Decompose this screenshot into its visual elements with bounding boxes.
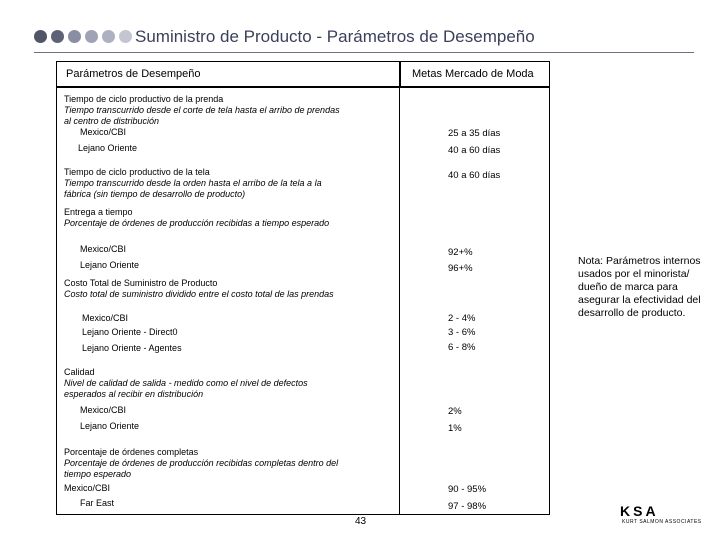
section-title: Tiempo de ciclo productivo de la tela [64, 167, 210, 177]
row-value: 90 - 95% [448, 484, 487, 495]
section-description: Porcentaje de órdenes de producción recibidas a tiempo esperado [64, 218, 330, 228]
section-description: Costo total de suministro dividido entre el costo total de las prendas [64, 289, 334, 299]
section-description: al centro de distribución [64, 116, 160, 126]
row-value: 97 - 98% [448, 501, 487, 512]
page-title: Suministro de Producto - Parámetros de Desempeño [135, 27, 535, 46]
column-header-targets: Metas Mercado de Moda [412, 68, 534, 80]
ksa-logo: KSA [620, 503, 659, 519]
row-label: Lejano Oriente - Agentes [82, 343, 182, 353]
row-label: Lejano Oriente - Direct0 [82, 327, 178, 337]
section-title: Calidad [64, 367, 95, 377]
page-number: 43 [355, 516, 367, 527]
section-description: tiempo esperado [64, 469, 132, 479]
row-label: Far East [80, 498, 115, 508]
dot-icon [34, 30, 47, 43]
column-header-parameters: Parámetros de Desempeño [66, 68, 201, 80]
section-description: Tiempo transcurrido desde el corte de tela hasta el arribo de prendas [64, 105, 340, 115]
row-label: Mexico/CBI [80, 405, 127, 415]
row-value: 3 - 6% [448, 327, 476, 338]
dot-icon [102, 30, 115, 43]
row-label: Mexico/CBI [80, 244, 127, 254]
row-value: 1% [448, 423, 462, 434]
section-description: Porcentaje de órdenes de producción recibidas completas dentro del [64, 458, 339, 468]
dot-icon [119, 30, 132, 43]
row-label: Mexico/CBI [80, 127, 127, 137]
row-value: 2% [448, 406, 462, 417]
section-description: fábrica (sin tiempo de desarrollo de producto) [64, 189, 246, 199]
row-label: Lejano Oriente [78, 143, 138, 153]
row-value: 25 a 35 días [448, 128, 501, 139]
row-label: Mexico/CBI [64, 483, 111, 493]
row-label: Mexico/CBI [82, 313, 129, 323]
title-divider [34, 52, 694, 53]
dot-icon [85, 30, 98, 43]
section-title: Costo Total de Suministro de Producto [64, 278, 218, 288]
row-value: 2 - 4% [448, 313, 476, 324]
section-description: Nivel de calidad de salida - medido como el nivel de defectos [64, 378, 308, 388]
section-description: Tiempo transcurrido desde la orden hasta el arribo de la tela a la [64, 178, 322, 188]
row-value: 96+% [448, 263, 473, 274]
section-title: Entrega a tiempo [64, 207, 133, 217]
section-title: Tiempo de ciclo productivo de la prenda [64, 94, 224, 104]
row-value: 40 a 60 días [448, 170, 501, 181]
row-value: 92+% [448, 247, 473, 258]
dot-icon [68, 30, 81, 43]
row-value: 40 a 60 días [448, 145, 501, 156]
row-label: Lejano Oriente [80, 260, 140, 270]
row-value: 6 - 8% [448, 342, 476, 353]
section-description: esperados al recibir en distribución [64, 389, 204, 399]
side-note: Nota: Parámetros internos usados por el minorista/ dueño de marca para asegurar la efectividad del desarrollo de producto. [578, 255, 701, 319]
row-label: Lejano Oriente [80, 421, 140, 431]
section-title: Porcentaje de órdenes completas [64, 447, 199, 457]
dot-icon [51, 30, 64, 43]
logo-subtext: KURT SALMON ASSOCIATES [622, 519, 702, 525]
